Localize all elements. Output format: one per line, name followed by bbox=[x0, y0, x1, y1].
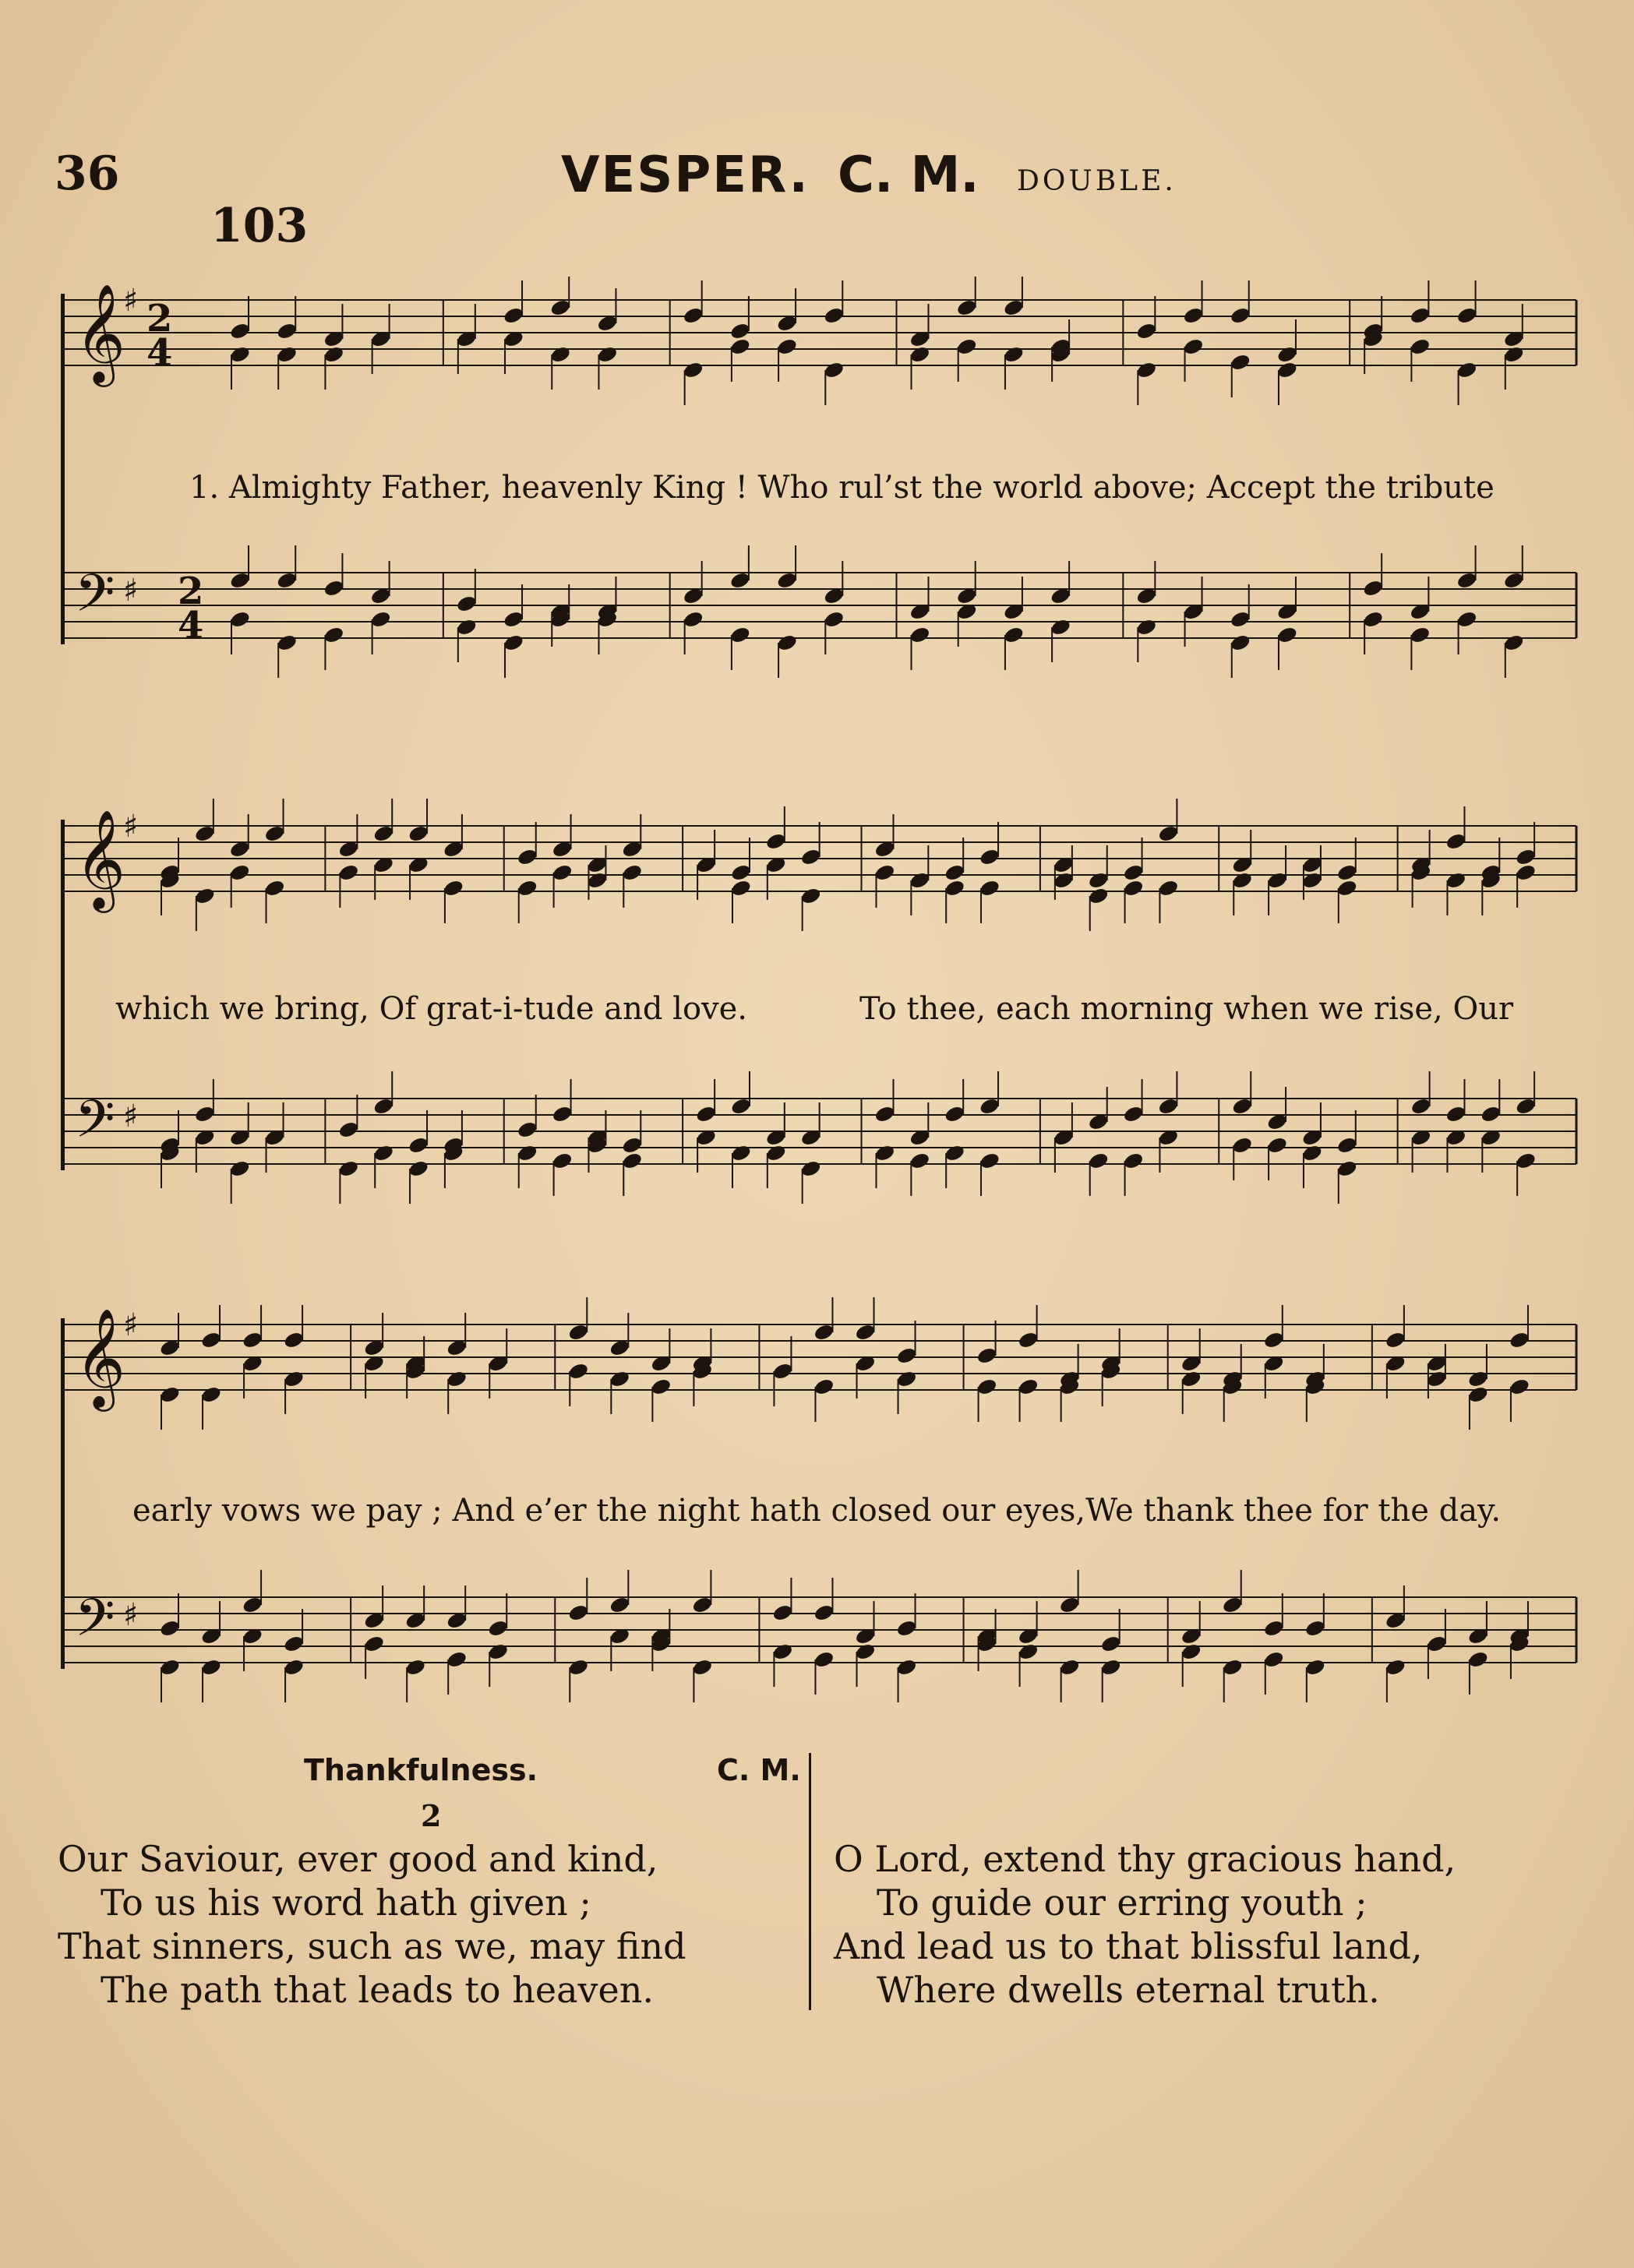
note-head bbox=[1182, 306, 1205, 326]
note-head bbox=[443, 879, 465, 898]
note-head bbox=[909, 1152, 931, 1171]
verse-line: To us his word hath given ; bbox=[101, 1882, 591, 1924]
note-head bbox=[1515, 1152, 1537, 1171]
note-head bbox=[1135, 618, 1158, 637]
note-head bbox=[1456, 571, 1478, 591]
note-head bbox=[771, 1642, 794, 1662]
lyric-line-2a: which we bring, Of grat-i-tude and love. bbox=[115, 991, 748, 1027]
treble-clef: 𝄞 bbox=[75, 1307, 126, 1407]
verse-line: The path that leads to heaven. bbox=[101, 1969, 654, 2011]
note-head bbox=[228, 1159, 251, 1179]
note-head bbox=[909, 626, 931, 645]
note-head bbox=[1456, 610, 1478, 630]
note-head bbox=[1157, 879, 1180, 898]
note-head bbox=[873, 863, 896, 883]
note-head bbox=[813, 1377, 835, 1397]
note-head bbox=[1276, 361, 1299, 380]
note-head bbox=[1336, 863, 1359, 883]
note-head bbox=[621, 863, 644, 883]
note-head bbox=[456, 618, 478, 637]
music-system-2 bbox=[61, 795, 1584, 1215]
note-head bbox=[682, 361, 704, 380]
note-head bbox=[944, 1105, 966, 1124]
note-head bbox=[691, 1658, 714, 1677]
bass-clef: 𝄢 bbox=[75, 563, 115, 636]
verse-line: To guide our erring youth ; bbox=[877, 1882, 1368, 1924]
note-head bbox=[813, 1603, 835, 1623]
note-head bbox=[229, 571, 252, 591]
hymn-text bbox=[55, 1753, 1582, 2033]
note-head bbox=[516, 848, 538, 867]
note-head bbox=[895, 1346, 918, 1366]
note-head bbox=[263, 879, 286, 898]
note-head bbox=[200, 1658, 223, 1677]
note-head bbox=[776, 337, 799, 357]
tune-note: DOUBLE. bbox=[1017, 165, 1177, 197]
note-head bbox=[1087, 871, 1110, 891]
note-head bbox=[1229, 353, 1251, 372]
note-head bbox=[1087, 1152, 1110, 1171]
lyric-line-3: early vows we pay ; And e’er the night hath closed our eyes,We thank thee for the day. bbox=[132, 1493, 1502, 1529]
note-head bbox=[976, 1377, 998, 1397]
note-head bbox=[372, 1097, 395, 1116]
note-head bbox=[1509, 1331, 1531, 1350]
note-head bbox=[446, 1370, 468, 1389]
note-head bbox=[729, 626, 752, 645]
system-bracket bbox=[61, 1318, 65, 1669]
note-head bbox=[895, 1658, 918, 1677]
note-head bbox=[1180, 1642, 1202, 1662]
note-head bbox=[1058, 1596, 1081, 1615]
note-head bbox=[503, 306, 525, 326]
note-head bbox=[1467, 1370, 1490, 1389]
note-head bbox=[1017, 1331, 1039, 1350]
note-head bbox=[1503, 571, 1526, 591]
verse-right bbox=[834, 1837, 1456, 2012]
hymn-number: 103 bbox=[210, 199, 309, 253]
note-head bbox=[1003, 298, 1025, 318]
note-head bbox=[955, 337, 978, 357]
note-head bbox=[1229, 610, 1251, 630]
bass-clef: 𝄢 bbox=[75, 1588, 115, 1660]
note-head bbox=[323, 626, 345, 645]
note-head bbox=[1229, 306, 1251, 326]
note-head bbox=[567, 1362, 590, 1381]
system-bracket bbox=[61, 820, 65, 1170]
note-head bbox=[1099, 1635, 1122, 1654]
note-head bbox=[1263, 1650, 1286, 1670]
note-head bbox=[1157, 824, 1180, 844]
note-head bbox=[1122, 879, 1145, 898]
verse-left bbox=[58, 1837, 686, 2012]
note-head bbox=[776, 571, 799, 591]
note-head bbox=[276, 633, 298, 653]
note-head bbox=[1122, 1105, 1145, 1124]
note-head bbox=[979, 879, 1001, 898]
note-head bbox=[1426, 1635, 1449, 1654]
note-head bbox=[979, 848, 1001, 867]
note-head bbox=[813, 1323, 835, 1342]
note-head bbox=[567, 1658, 590, 1677]
verse-line: O Lord, extend thy gracious hand, bbox=[834, 1838, 1456, 1880]
note-head bbox=[567, 1603, 590, 1623]
note-head bbox=[1480, 1105, 1502, 1124]
note-head bbox=[1231, 1136, 1254, 1155]
sharp-sign: ♯ bbox=[123, 1597, 139, 1633]
note-head bbox=[799, 848, 822, 867]
note-head bbox=[1180, 1370, 1202, 1389]
note-head bbox=[1336, 1136, 1359, 1155]
note-head bbox=[621, 1152, 644, 1171]
verse-line: And lead us to that blissful land, bbox=[834, 1925, 1423, 1967]
note-head bbox=[609, 1370, 631, 1389]
note-head bbox=[1017, 1642, 1039, 1662]
note-head bbox=[776, 633, 799, 653]
tune-title: VESPER. bbox=[561, 146, 810, 204]
note-head bbox=[1229, 633, 1251, 653]
note-head bbox=[650, 1377, 672, 1397]
note-head bbox=[283, 1331, 305, 1350]
verse-line: That sinners, such as we, may find bbox=[58, 1925, 686, 1967]
note-head bbox=[823, 361, 845, 380]
note-head bbox=[729, 322, 752, 341]
note-head bbox=[1410, 1097, 1432, 1116]
note-head bbox=[404, 1658, 427, 1677]
sharp-sign: ♯ bbox=[123, 1099, 139, 1134]
note-head bbox=[1467, 1385, 1490, 1405]
verse-line: Our Saviour, ever good and kind, bbox=[58, 1838, 658, 1880]
note-head bbox=[823, 610, 845, 630]
note-head bbox=[944, 1144, 966, 1163]
note-head bbox=[372, 1144, 395, 1163]
sharp-sign: ♯ bbox=[123, 283, 139, 319]
note-head bbox=[229, 322, 252, 341]
note-head bbox=[551, 1105, 573, 1124]
note-head bbox=[1336, 1159, 1359, 1179]
note-head bbox=[729, 571, 752, 591]
note-head bbox=[1017, 1377, 1039, 1397]
music-system-3 bbox=[61, 1293, 1584, 1714]
note-head bbox=[1456, 306, 1478, 326]
note-head bbox=[276, 345, 298, 365]
note-head bbox=[276, 322, 298, 341]
note-head bbox=[283, 1658, 305, 1677]
note-head bbox=[682, 306, 704, 326]
note-head bbox=[549, 345, 572, 365]
note-head bbox=[1003, 345, 1025, 365]
note-head bbox=[682, 610, 704, 630]
lyric-line-1: 1. Almighty Father, heavenly King ! Who rul’st the world above; Accept the tribute bbox=[189, 470, 1495, 506]
note-head bbox=[1050, 618, 1072, 637]
note-head bbox=[516, 1120, 538, 1140]
note-head bbox=[1445, 832, 1467, 852]
hymn-meter: C. M. bbox=[717, 1753, 801, 1787]
note-head bbox=[1157, 1097, 1180, 1116]
note-head bbox=[516, 879, 538, 898]
note-head bbox=[1445, 1105, 1467, 1124]
note-head bbox=[194, 1105, 217, 1124]
note-head bbox=[276, 571, 298, 591]
note-head bbox=[895, 1619, 918, 1638]
note-head bbox=[1087, 887, 1110, 906]
note-head bbox=[909, 871, 931, 891]
note-head bbox=[337, 1159, 360, 1179]
note-head bbox=[1385, 1658, 1407, 1677]
note-head bbox=[1266, 1136, 1289, 1155]
note-head bbox=[229, 610, 252, 630]
time-sig-top: 2 bbox=[178, 570, 204, 613]
note-head bbox=[944, 879, 966, 898]
note-head bbox=[944, 863, 966, 883]
note-head bbox=[242, 1331, 264, 1350]
note-head bbox=[730, 879, 753, 898]
time-sig-top: 2 bbox=[146, 297, 173, 340]
verse-number: 2 bbox=[421, 1798, 442, 1833]
note-head bbox=[1467, 1650, 1490, 1670]
note-head bbox=[1362, 610, 1385, 630]
time-sig-bottom: 4 bbox=[178, 604, 204, 647]
note-head bbox=[487, 1619, 510, 1638]
note-head bbox=[1058, 1658, 1081, 1677]
note-head bbox=[799, 887, 822, 906]
note-head bbox=[586, 871, 609, 891]
note-head bbox=[567, 1323, 590, 1342]
note-head bbox=[372, 824, 395, 844]
note-head bbox=[1182, 337, 1205, 357]
note-head bbox=[487, 1642, 510, 1662]
note-head bbox=[1263, 1619, 1286, 1638]
note-head bbox=[765, 832, 788, 852]
note-head bbox=[323, 345, 345, 365]
note-head bbox=[1231, 871, 1254, 891]
note-head bbox=[1135, 361, 1158, 380]
note-head bbox=[895, 1370, 918, 1389]
note-head bbox=[503, 633, 525, 653]
note-head bbox=[730, 1097, 753, 1116]
treble-clef: 𝄞 bbox=[75, 809, 126, 908]
tune-meter: C. M. bbox=[838, 146, 979, 204]
note-head bbox=[1301, 1144, 1324, 1163]
note-head bbox=[1003, 626, 1025, 645]
note-head bbox=[1515, 863, 1537, 883]
note-head bbox=[854, 1642, 877, 1662]
note-head bbox=[1409, 626, 1431, 645]
note-head bbox=[1515, 1097, 1537, 1116]
note-head bbox=[873, 1144, 896, 1163]
note-head bbox=[1385, 1331, 1407, 1350]
note-head bbox=[516, 1144, 538, 1163]
note-head bbox=[1221, 1596, 1244, 1615]
note-head bbox=[159, 1658, 182, 1677]
note-head bbox=[955, 298, 978, 318]
note-head bbox=[159, 1385, 182, 1405]
music-system-1 bbox=[61, 277, 1584, 682]
note-head bbox=[621, 1136, 644, 1155]
verse-line: Where dwells eternal truth. bbox=[877, 1969, 1380, 2011]
note-head bbox=[503, 610, 525, 630]
note-head bbox=[159, 1619, 182, 1638]
note-head bbox=[771, 1362, 794, 1381]
note-head bbox=[1122, 1152, 1145, 1171]
note-head bbox=[1445, 871, 1467, 891]
note-head bbox=[323, 579, 345, 598]
note-head bbox=[730, 1144, 753, 1163]
note-head bbox=[446, 1650, 468, 1670]
lyric-line-2b: To thee, each morning when we rise, Our bbox=[859, 991, 1514, 1027]
bass-clef: 𝄢 bbox=[75, 1089, 115, 1162]
system-bracket bbox=[61, 294, 65, 644]
note-head bbox=[408, 1136, 430, 1155]
note-head bbox=[229, 345, 252, 365]
hymn-title: Thankfulness. bbox=[304, 1753, 538, 1787]
time-sig-bottom: 4 bbox=[146, 331, 173, 375]
note-head bbox=[1304, 1619, 1327, 1638]
note-head bbox=[549, 298, 572, 318]
note-head bbox=[408, 824, 430, 844]
note-head bbox=[1301, 871, 1324, 891]
column-divider bbox=[809, 1753, 811, 2010]
note-head bbox=[1409, 337, 1431, 357]
sharp-sign: ♯ bbox=[123, 573, 139, 608]
note-head bbox=[691, 1596, 714, 1615]
note-head bbox=[194, 824, 217, 844]
note-head bbox=[1456, 361, 1478, 380]
note-head bbox=[979, 1097, 1001, 1116]
note-head bbox=[283, 1635, 305, 1654]
note-head bbox=[194, 887, 217, 906]
note-head bbox=[363, 1635, 386, 1654]
note-head bbox=[799, 1159, 822, 1179]
note-head bbox=[1276, 345, 1299, 365]
note-head bbox=[609, 1596, 631, 1615]
note-head bbox=[551, 1152, 573, 1171]
note-head bbox=[771, 1603, 794, 1623]
note-head bbox=[1304, 1658, 1327, 1677]
sharp-sign: ♯ bbox=[123, 1307, 139, 1343]
note-head bbox=[1426, 1370, 1449, 1389]
note-head bbox=[1336, 879, 1359, 898]
note-head bbox=[200, 1385, 223, 1405]
note-head bbox=[1515, 848, 1537, 867]
note-head bbox=[823, 306, 845, 326]
note-head bbox=[854, 1323, 877, 1342]
note-head bbox=[1122, 863, 1145, 883]
note-head bbox=[729, 337, 752, 357]
note-head bbox=[730, 863, 753, 883]
note-head bbox=[1509, 1377, 1531, 1397]
note-head bbox=[813, 1650, 835, 1670]
note-head bbox=[1503, 345, 1526, 365]
note-head bbox=[1266, 871, 1289, 891]
note-head bbox=[551, 863, 573, 883]
note-head bbox=[337, 1120, 360, 1140]
note-head bbox=[695, 1105, 718, 1124]
note-head bbox=[263, 824, 286, 844]
note-head bbox=[1409, 306, 1431, 326]
note-head bbox=[1276, 626, 1299, 645]
note-head bbox=[242, 1596, 264, 1615]
note-head bbox=[1362, 579, 1385, 598]
note-head bbox=[1263, 1331, 1286, 1350]
sharp-sign: ♯ bbox=[123, 809, 139, 845]
page-number: 36 bbox=[55, 146, 120, 201]
note-head bbox=[909, 345, 931, 365]
note-head bbox=[283, 1370, 305, 1389]
note-head bbox=[1503, 633, 1526, 653]
treble-clef: 𝄞 bbox=[75, 283, 126, 383]
note-head bbox=[1231, 1097, 1254, 1116]
note-head bbox=[979, 1152, 1001, 1171]
note-head bbox=[337, 863, 360, 883]
note-head bbox=[976, 1346, 998, 1366]
note-head bbox=[596, 345, 619, 365]
note-head bbox=[369, 610, 392, 630]
note-head bbox=[408, 1159, 430, 1179]
note-head bbox=[456, 594, 478, 614]
note-head bbox=[1053, 871, 1075, 891]
note-head bbox=[873, 1105, 896, 1124]
note-head bbox=[765, 1144, 788, 1163]
note-head bbox=[1135, 322, 1158, 341]
note-head bbox=[1099, 1658, 1122, 1677]
note-head bbox=[228, 863, 251, 883]
note-head bbox=[200, 1331, 223, 1350]
note-head bbox=[1221, 1658, 1244, 1677]
